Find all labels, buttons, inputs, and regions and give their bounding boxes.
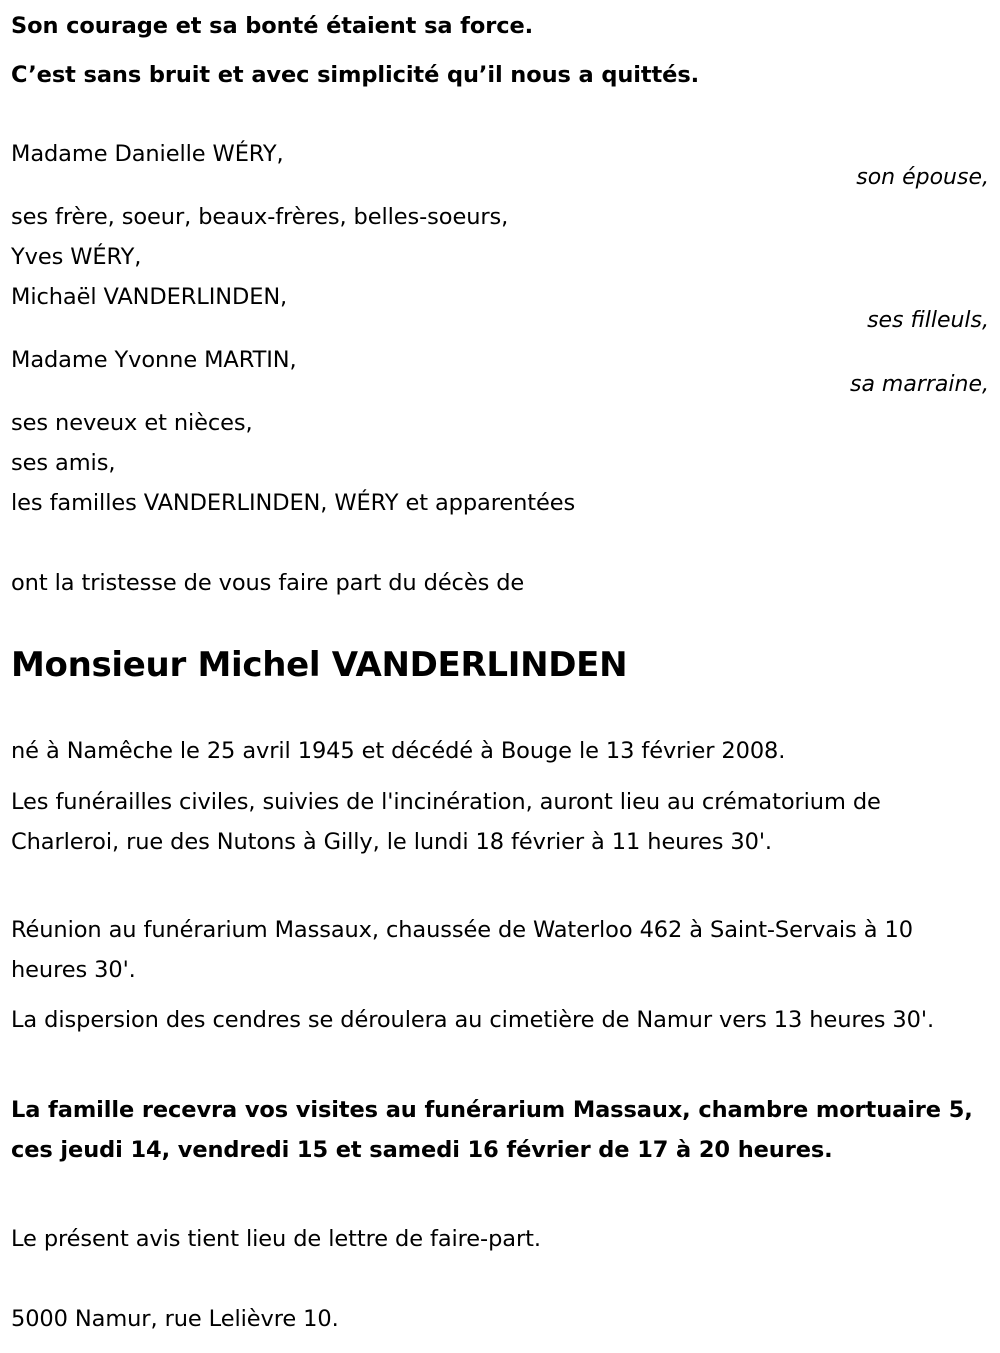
- meeting-text: Réunion au funérarium Massaux, chaussée de Waterloo 462 à Saint-Servais à 10 heures 30'.: [11, 917, 913, 983]
- mourner-friends: ses amis,: [11, 450, 116, 476]
- mourner-siblings: ses frère, soeur, beaux-frères, belles-soeurs,: [11, 204, 509, 230]
- mourner-families: les familles VANDERLINDEN, WÉRY et apparentées: [11, 490, 576, 516]
- deceased-name: Monsieur Michel VANDERLINDEN: [11, 645, 628, 685]
- notice-text: Le présent avis tient lieu de lettre de faire-part.: [11, 1226, 541, 1252]
- visits-text: La famille recevra vos visites au funérarium Massaux, chambre mortuaire 5, ces jeudi 14, vendredi 15 et samedi 16 février de 17 à 20 heures.: [11, 1097, 973, 1163]
- relation-godmother: sa marraine,: [849, 372, 989, 397]
- mourner-godchild-1: Yves WÉRY,: [11, 244, 142, 270]
- mourner-spouse-name: Madame Danielle WÉRY,: [11, 141, 284, 167]
- mourner-godchild-2: Michaël VANDERLINDEN,: [11, 284, 288, 310]
- mourner-godmother-name: Madame Yvonne MARTIN,: [11, 347, 297, 373]
- address-text: 5000 Namur, rue Lelièvre 10.: [11, 1306, 339, 1332]
- epigraph-line-2: C’est sans bruit et avec simplicité qu’il nous a quittés.: [11, 62, 700, 88]
- epigraph-line-1: Son courage et sa bonté étaient sa force.: [11, 13, 534, 39]
- relation-spouse: son épouse,: [856, 165, 989, 190]
- funeral-text: Les funérailles civiles, suivies de l'incinération, auront lieu au crématorium de Charleroi, rue des Nutons à Gilly, le lundi 18 février à 11 heures 30'.: [11, 789, 881, 855]
- ashes-text: La dispersion des cendres se déroulera au cimetière de Namur vers 13 heures 30'.: [11, 1007, 934, 1033]
- announcement-text: ont la tristesse de vous faire part du décès de: [11, 570, 525, 596]
- relation-godchildren: ses filleuls,: [867, 308, 989, 333]
- mourner-nephews-nieces: ses neveux et nièces,: [11, 410, 253, 436]
- birth-death-text: né à Namêche le 25 avril 1945 et décédé à Bouge le 13 février 2008.: [11, 738, 786, 764]
